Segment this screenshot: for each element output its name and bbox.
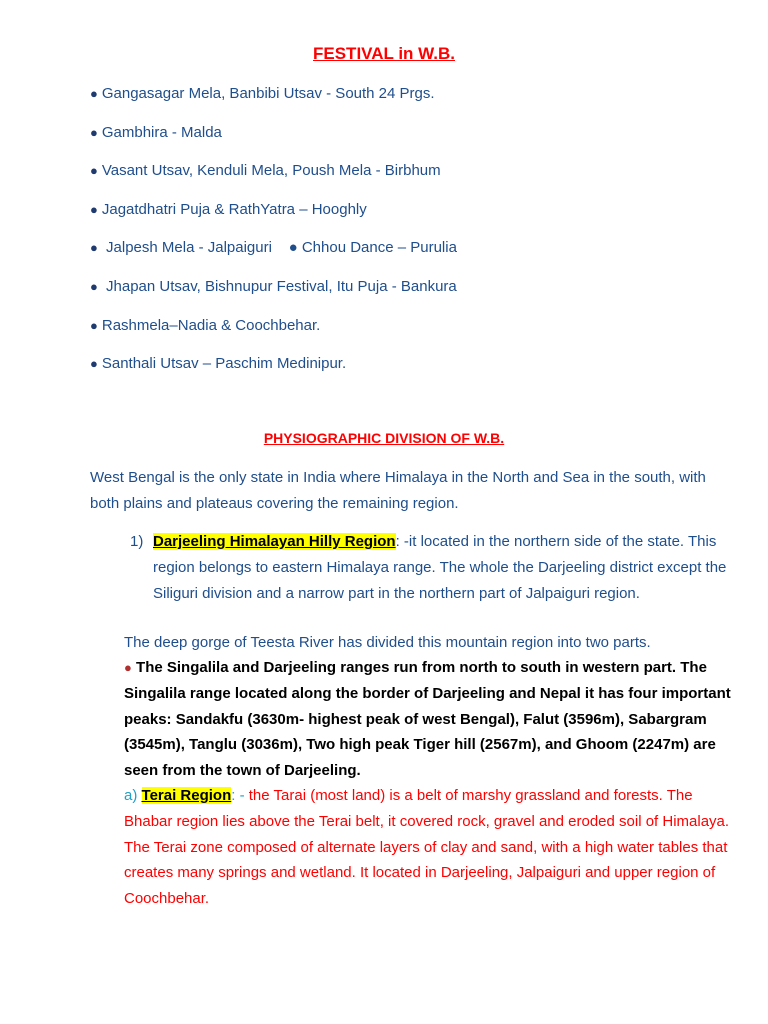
bullet-icon: ● <box>90 278 98 294</box>
darjeeling-region-text: : -it located in the northern side of the state. This region belongs to eastern Himalaya range. The whole the Darjeeling district except the Siliguri division and a narrow part in the northern part of Jalpaiguri region. <box>153 533 727 602</box>
bullet-icon: ● <box>90 124 98 140</box>
terai-paragraph <box>124 783 744 912</box>
physiographic-title: PHYSIOGRAPHIC DIVISION OF W.B. <box>263 430 505 446</box>
gorge-paragraph: The deep gorge of Teesta River has divided this mountain region into two parts. <box>124 634 651 651</box>
terai-label: a) <box>124 787 142 804</box>
festival-title: FESTIVAL in W.B. <box>313 44 455 63</box>
list-item: ● Gangasagar Mela, Banbibi Utsav - South 24 Prgs. <box>90 85 435 102</box>
terai-separator: : - <box>231 787 249 804</box>
list-item: ● Jhapan Utsav, Bishnupur Festival, Itu Puja - Bankura <box>90 277 457 295</box>
darjeeling-region-paragraph <box>153 529 728 606</box>
bullet-icon: ● <box>90 317 98 333</box>
terai-text: the Tarai (most land) is a belt of marshy grassland and forests. The Bhabar region lies above the Terai belt, it covered rock, gravel and eroded soil of Himalaya. The Terai zone composed of alternate layers of clay and sand, with a high water tables that creates many springs and wetland. It located in Darjeeling, Jalpaiguri and upper region of Coochbehar. <box>124 787 730 908</box>
intro-paragraph: West Bengal is the only state in India where Himalaya in the North and Sea in the south, with both plains and plateaus covering the remaining region. <box>90 469 706 512</box>
ranges-paragraph <box>124 655 744 784</box>
bullet-icon: ● <box>90 240 98 256</box>
list-item: ● Santhali Utsav – Paschim Medinipur. <box>90 355 347 373</box>
list-item: ● Jalpesh Mela - Jalpaiguri ● Chhou Dance – Purulia <box>90 239 457 257</box>
bullet-icon: ● <box>90 86 98 101</box>
ranges-text: The Singalila and Darjeeling ranges run from north to south in western part. The Singalila range located along the border of Darjeeling and Nepal it has four important peaks: Sandakfu (3630m- highest peak of west Bengal), Falut (3596m), Sabargram (3545m), Tanglu (3036m), Two high peak Tiger hill (2567m), and Ghoom (2247m) are seen from the town of Darjeeling. <box>124 659 731 780</box>
darjeeling-region-heading: Darjeeling Himalayan Hilly Region <box>153 533 396 550</box>
bullet-icon: ● <box>90 201 98 217</box>
terai-heading: Terai Region <box>141 787 232 804</box>
bullet-icon: ● <box>90 356 98 372</box>
bullet-icon: ● <box>124 660 132 675</box>
list-item: ● Jagatdhatri Puja & RathYatra – Hooghly <box>90 200 367 218</box>
bullet-icon: ● <box>90 163 98 179</box>
list-item: ● Gambhira - Malda <box>90 123 222 141</box>
festival-list <box>90 84 457 393</box>
item-number: 1) <box>130 533 144 550</box>
list-item: ● Vasant Utsav, Kenduli Mela, Poush Mela - Birbhum <box>90 162 441 180</box>
list-item: ● Rashmela–Nadia & Coochbehar. <box>90 316 321 334</box>
